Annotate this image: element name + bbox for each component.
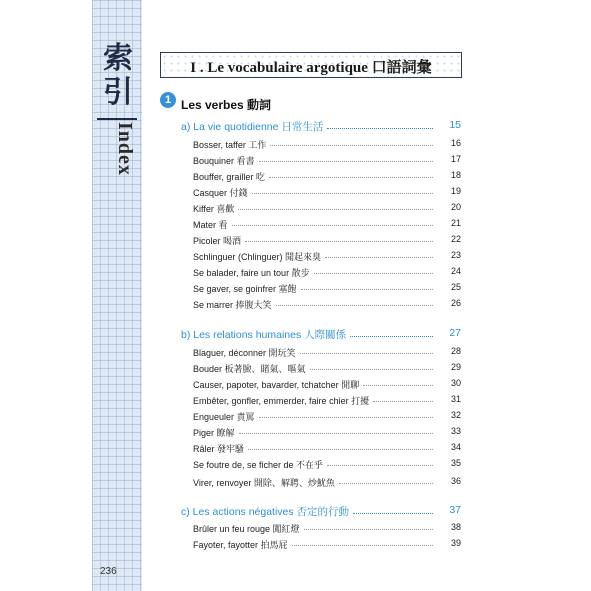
entry-label: Bouder 板著臉、賭氣、嘔氣	[193, 364, 306, 374]
dotted-leader	[248, 449, 433, 450]
dotted-leader	[350, 336, 433, 337]
entry-page-number: 32	[450, 410, 461, 420]
section-title: Les verbes 動詞	[181, 98, 272, 112]
entry-label: Se gaver, se goinfrer 塞飽	[193, 284, 297, 294]
subsection-label: c) Les actions négatives 否定的行動	[181, 506, 350, 518]
entry-label: Schlinguer (Chlinguer) 聞起來臭	[193, 252, 322, 262]
entry-label: Engueuler 責罵	[193, 412, 255, 422]
entry-page-number: 16	[450, 138, 461, 148]
entry-page-number: 34	[450, 442, 461, 452]
dotted-leader	[259, 417, 433, 418]
entry-label: Se marrer 捧腹大笑	[193, 300, 272, 310]
index-entry	[0, 474, 591, 488]
entry-page-number: 38	[450, 522, 461, 532]
entry-page-number: 30	[450, 378, 461, 388]
index-entry	[0, 440, 591, 454]
dotted-leader	[314, 273, 433, 274]
index-entry	[0, 296, 591, 310]
entry-label: Piger 瞭解	[193, 428, 235, 438]
entry-page-number: 28	[450, 346, 461, 356]
index-entry	[0, 264, 591, 278]
entry-page-number: 22	[450, 234, 461, 244]
dotted-leader	[238, 209, 433, 210]
entry-page-number: 17	[450, 154, 461, 164]
index-entry	[0, 360, 591, 374]
index-entry	[0, 184, 591, 198]
entry-label: Se balader, faire un tour 散步	[193, 268, 310, 278]
subsection-label: b) Les relations humaines 人際關係	[181, 329, 347, 341]
entry-page-number: 25	[450, 282, 461, 292]
entry-page-number: 36	[450, 476, 461, 486]
entry-label: Casquer 付錢	[193, 188, 248, 198]
section-number-badge: 1	[160, 92, 176, 108]
entry-label: Brûler un feu rouge 闖紅燈	[193, 524, 300, 534]
dotted-leader	[325, 257, 433, 258]
entry-label: Bouffer, grailler 吃	[193, 172, 265, 182]
entry-label: Mater 看	[193, 220, 228, 230]
entry-page-number: 31	[450, 394, 461, 404]
dotted-leader	[276, 305, 433, 306]
entry-label: Virer, renvoyer 開除、解聘、炒魷魚	[193, 478, 335, 488]
index-entry	[0, 392, 591, 406]
dotted-leader	[353, 513, 433, 514]
index-entry	[0, 408, 591, 422]
sidebar-title-zh	[102, 42, 134, 110]
sidebar-title-en: Index	[114, 122, 136, 176]
dotted-leader	[269, 177, 433, 178]
dotted-leader	[363, 385, 433, 386]
entry-page-number: 24	[450, 266, 461, 276]
subsection-label: a) La vie quotidienne 日常生活	[181, 121, 324, 133]
entry-page-number: 21	[450, 218, 461, 228]
dotted-leader	[292, 545, 433, 546]
entry-label: Embêter, gonfler, emmerder, faire chier 打擾	[193, 396, 370, 406]
entry-page-number: 33	[450, 426, 461, 436]
chapter-title: I . Le vocabulaire argotique 口語詞彙	[190, 60, 432, 76]
entry-page-number: 18	[450, 170, 461, 180]
sidebar-title-zh-char-2: 引	[103, 75, 133, 110]
dotted-leader	[339, 483, 433, 484]
dotted-leader	[270, 145, 433, 146]
dotted-leader	[301, 289, 433, 290]
dotted-leader	[300, 353, 433, 354]
index-entry	[0, 136, 591, 150]
entry-label: Bouquiner 看書	[193, 156, 255, 166]
index-entry	[0, 200, 591, 214]
entry-label: Fayoter, fayotter 拍馬屁	[193, 540, 288, 550]
dotted-leader	[245, 241, 433, 242]
subsection-entry	[0, 326, 591, 340]
sidebar-title-zh-char-1: 索	[103, 41, 133, 76]
index-entry	[0, 168, 591, 182]
entry-page-number: 35	[450, 458, 461, 468]
page-number: 236	[100, 566, 117, 577]
index-entry	[0, 232, 591, 246]
index-entry	[0, 344, 591, 358]
entry-page-number: 23	[450, 250, 461, 260]
entry-page-number: 29	[450, 362, 461, 372]
dotted-leader	[327, 465, 433, 466]
index-entry	[0, 520, 591, 534]
index-entry	[0, 152, 591, 166]
entry-label: Blaguer, déconner 開玩笑	[193, 348, 296, 358]
index-entry	[0, 424, 591, 438]
entry-page-number: 27	[449, 327, 461, 339]
dotted-leader	[252, 193, 433, 194]
entry-page-number: 20	[450, 202, 461, 212]
dotted-leader	[373, 401, 433, 402]
dotted-leader	[310, 369, 433, 370]
chapter-header-banner	[160, 52, 462, 78]
entry-label: Picoler 喝酒	[193, 236, 242, 246]
entry-page-number: 39	[450, 538, 461, 548]
subsection-entry	[0, 503, 591, 517]
entry-label: Causer, papoter, bavarder, tchatcher 閒聊	[193, 380, 360, 390]
entry-label: Se foutre de, se ficher de 不在乎	[193, 460, 324, 470]
index-entry	[0, 536, 591, 550]
index-entry	[0, 376, 591, 390]
index-entry	[0, 456, 591, 470]
entry-label: Kiffer 喜歡	[193, 204, 235, 214]
entry-page-number: 37	[449, 504, 461, 516]
subsection-entry	[0, 118, 591, 132]
entry-label: Râler 發牢騷	[193, 444, 245, 454]
index-entry	[0, 280, 591, 294]
entry-page-number: 15	[449, 119, 461, 131]
dotted-leader	[259, 161, 433, 162]
dotted-leader	[232, 225, 433, 226]
entry-label: Bosser, taffer 工作	[193, 140, 267, 150]
entry-page-number: 26	[450, 298, 461, 308]
dotted-leader	[304, 529, 433, 530]
dotted-leader	[327, 128, 433, 129]
dotted-leader	[239, 433, 433, 434]
index-entry	[0, 216, 591, 230]
index-entry	[0, 248, 591, 262]
entry-page-number: 19	[450, 186, 461, 196]
